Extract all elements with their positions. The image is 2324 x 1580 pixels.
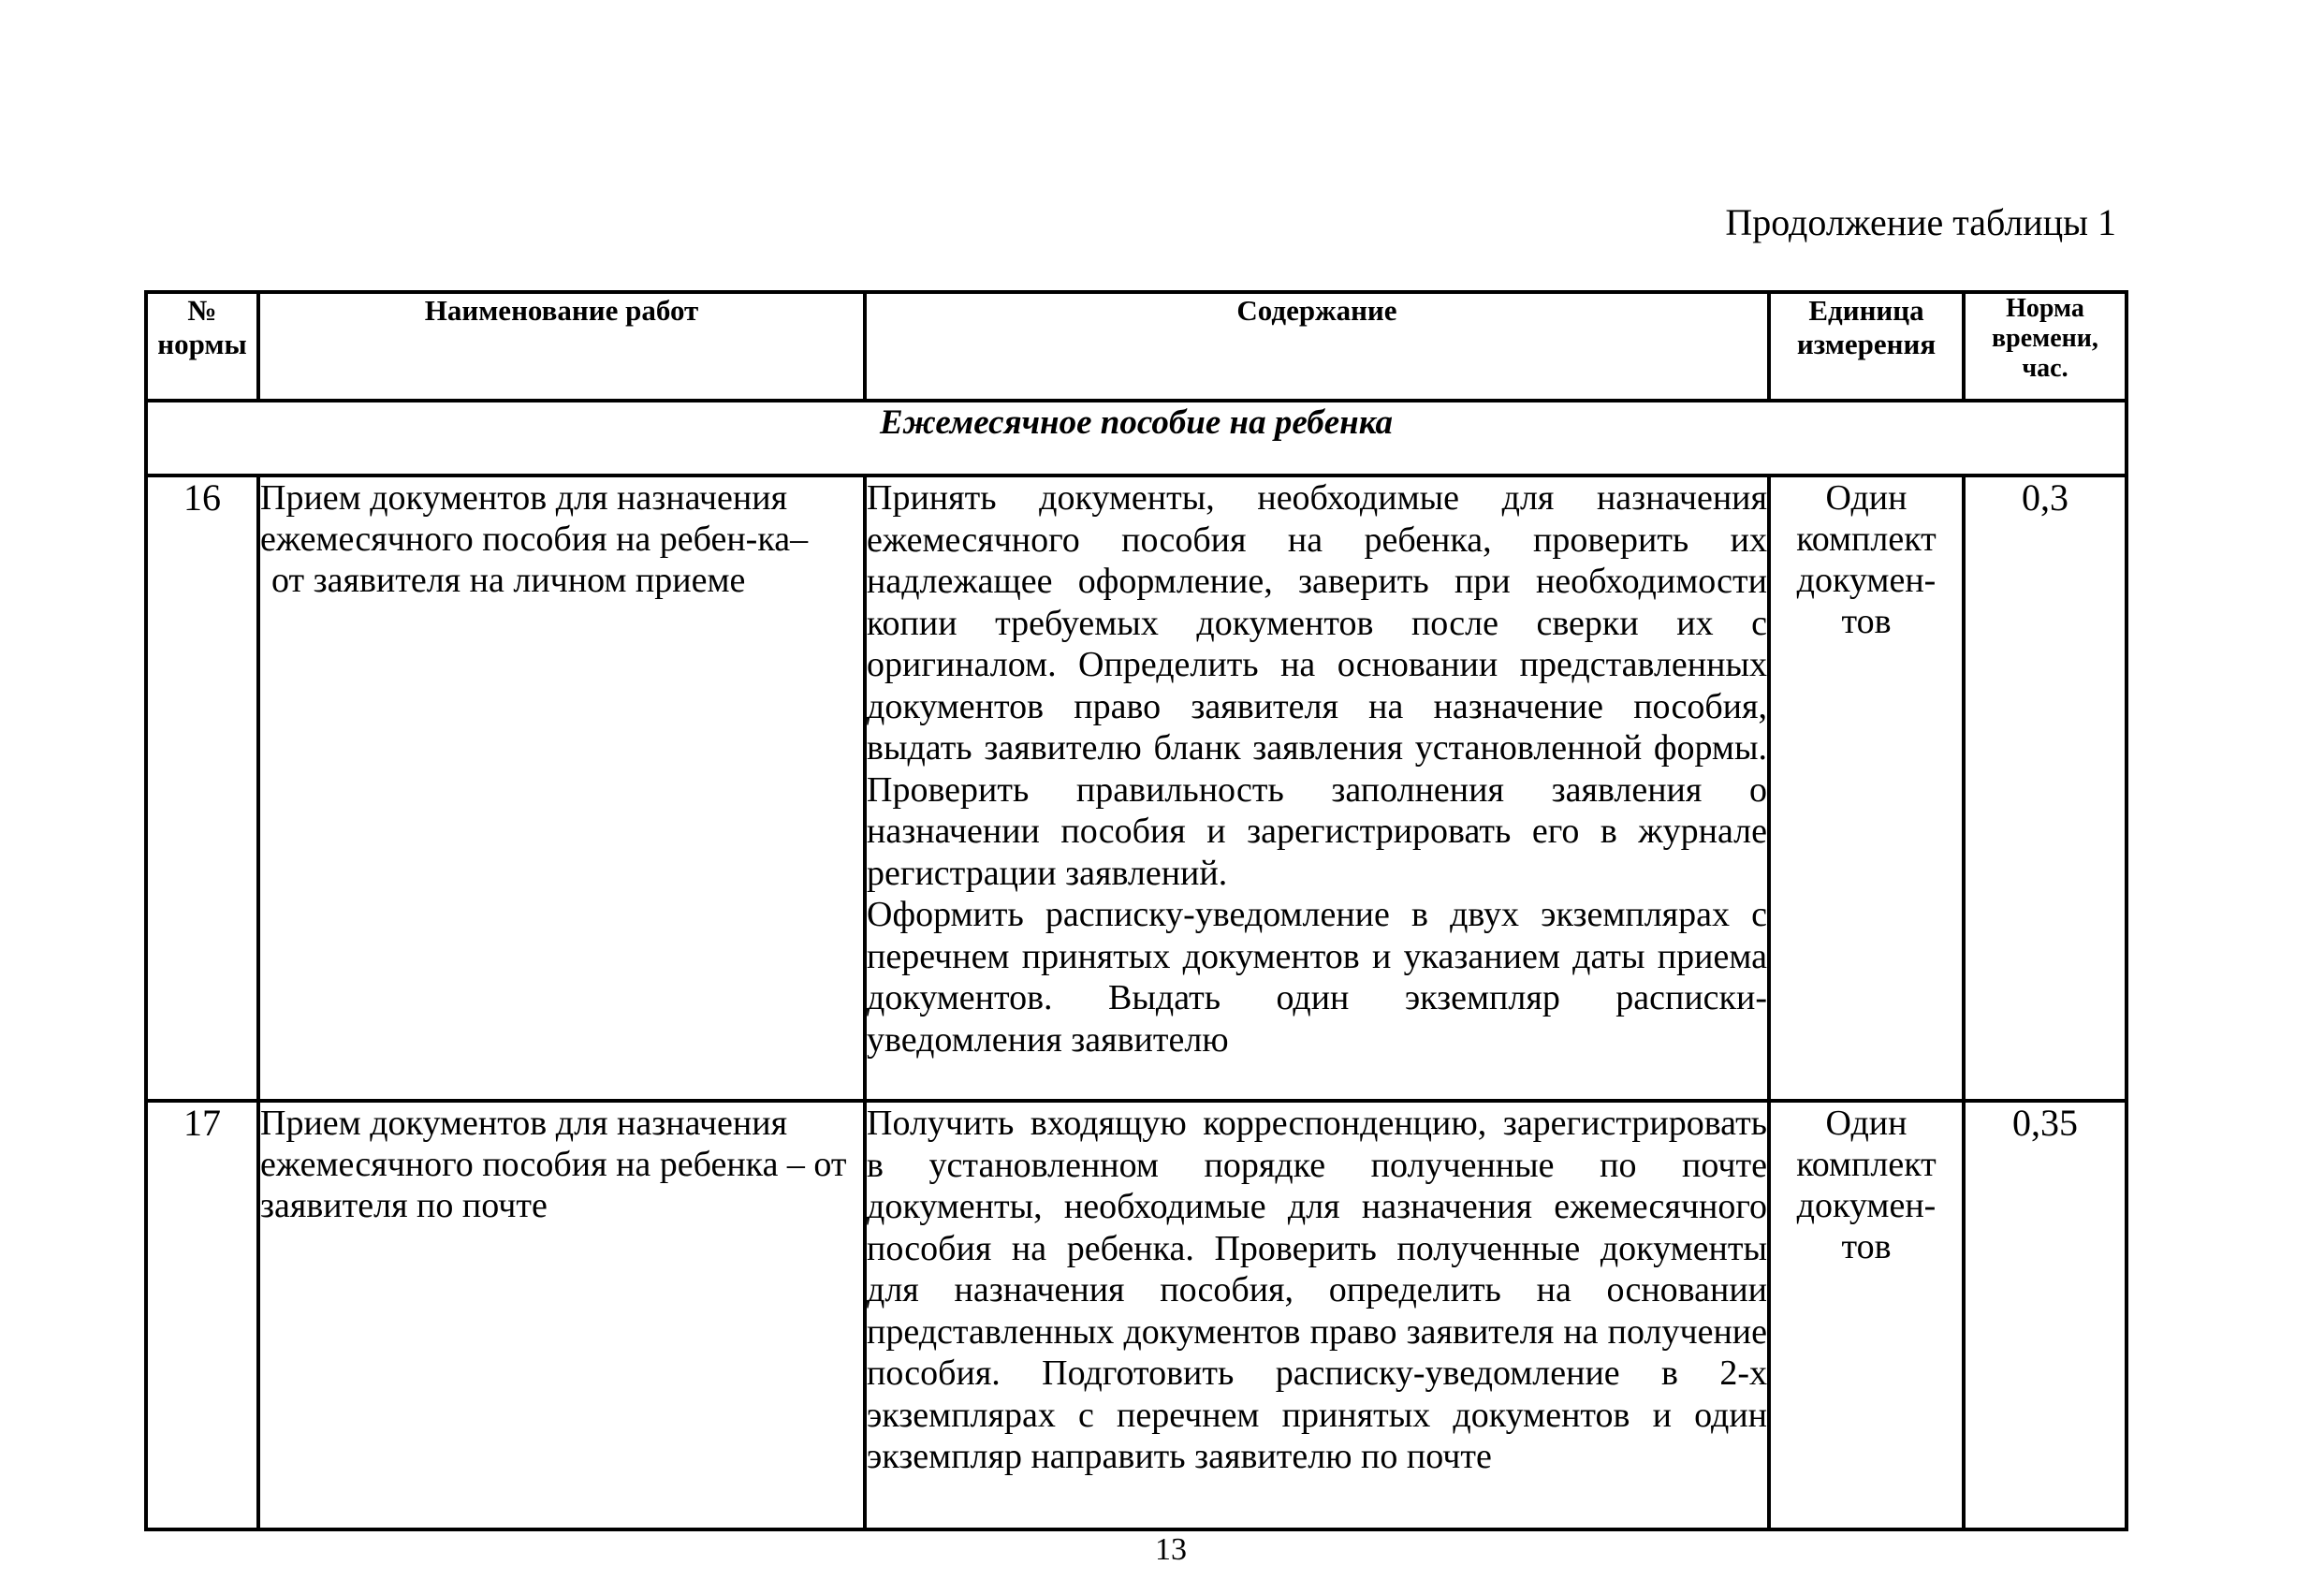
header-num: № нормы [146,292,258,401]
header-name: Наименование работ [258,292,865,401]
row-name [258,1101,865,1529]
header-norm: Норма времени, час. [1964,292,2127,401]
table-continuation-caption: Продолжение таблицы 1 [1725,201,2116,243]
table-row [146,475,2127,1101]
row-norm: 0,35 [1964,1101,2127,1529]
page-number: 13 [1155,1532,1187,1567]
row-content: Принять документы, необходимые для назначения ежемесячного пособия на ребенка, проверить их надлежащее оформление, заверить при необходимости копии требуемых документов после сверки их с оригиналом. Определить на основании представленных документов право заявителя на назначение пособия, выдать заявителю бланк заявления установленной формы. Проверить правильность заполнения заявления о назначении пособия и зарегистрировать его в журнале регистрации заявлений. Оформить расписку-уведомление в двух экземплярах с перечнем принятых документов и указанием даты приема документов. Выдать один экземпляр расписки-уведомления заявителю [865,475,1769,1101]
row-name-sub: от заявителя на личном приеме [271,561,746,600]
section-title: Ежемесячное пособие на ребенка [146,401,2127,475]
norms-table [144,290,2128,1531]
row-unit: Один комплект докумен- тов [1769,475,1964,1101]
row-num: 17 [146,1101,258,1529]
table-header-row [146,292,2127,401]
section-row [146,401,2127,475]
row-name-main: Прием документов для назначения ежемесячного пособия на ребенка – от заявителя по почте [260,1104,847,1225]
header-content: Содержание [865,292,1769,401]
table-row [146,1101,2127,1529]
row-name [258,475,865,1101]
header-unit: Единица измерения [1769,292,1964,401]
row-content: Получить входящую корреспонденцию, зарегистрировать в установленном порядке полученные по почте документы, необходимые для назначения ежемесячного пособия на ребенка. Проверить полученные документы для назначения пособия, определить на основании представленных документов право заявителя на получение пособия. Подготовить расписку-уведомление в 2-х экземплярах с перечнем принятых документов и один экземпляр направить заявителю по почте [865,1101,1769,1529]
row-unit: Один комплект докумен- тов [1769,1101,1964,1529]
row-norm: 0,3 [1964,475,2127,1101]
row-name-main: Прием документов для назначения ежемесячного пособия на ребен-ка– [260,478,809,559]
row-num: 16 [146,475,258,1101]
